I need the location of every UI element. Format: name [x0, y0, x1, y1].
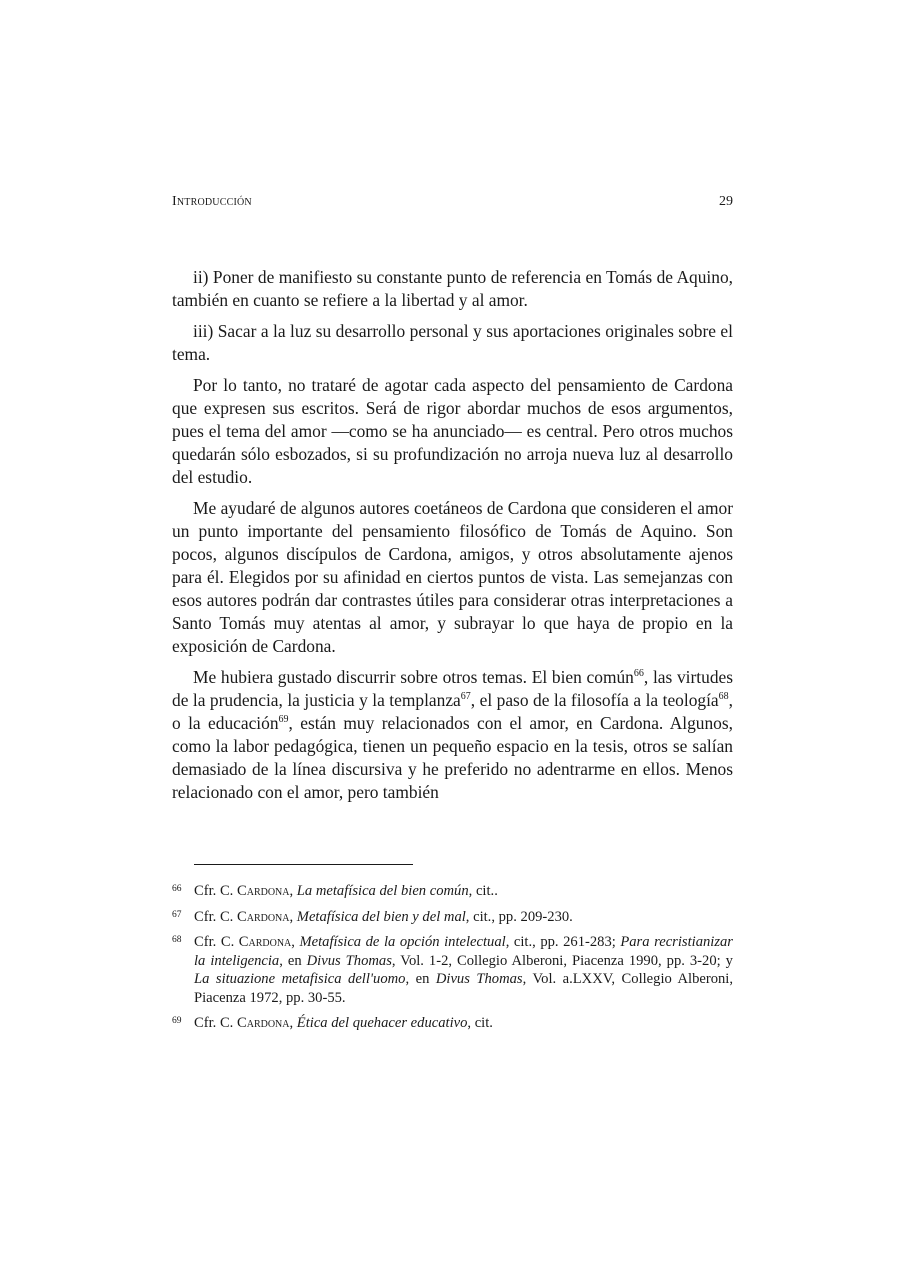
- running-head: [172, 194, 733, 212]
- footnote-author: Cardona: [238, 934, 292, 950]
- paragraph-text: , o la educación: [172, 690, 733, 733]
- footnote-rest: , en: [279, 952, 307, 969]
- paragraph: iii) Sacar a la luz su desarrollo personal y sus aportaciones originales sobre el tema.: [172, 321, 733, 364]
- footnote-author: Cardona: [236, 1015, 290, 1031]
- footnote-number: 66: [172, 884, 182, 894]
- page-number: 29: [719, 194, 733, 209]
- paragraph: ii) Poner de manifiesto su constante punto de referencia en Tomás de Aquino, también en cuanto se refiere a la libertad y al amor.: [172, 267, 733, 310]
- footnote-rest: , Vol. a.LXXV, Collegio Alberoni, Piacenza 1972, pp. 30-55.: [194, 971, 734, 1006]
- footnote-prefix: Cfr. C.: [194, 1015, 237, 1031]
- footnote-68: [172, 933, 733, 1007]
- footnote-rest: , en: [405, 971, 436, 987]
- paragraph-text: , las virtudes de la prudencia, la justicia y la templanza: [172, 667, 733, 710]
- footnote-title: Metafísica de la opción intelectual: [299, 934, 506, 950]
- footnote-sep: ,: [291, 934, 300, 950]
- footnote-text: [194, 933, 733, 1007]
- footnote-separator: [194, 864, 413, 865]
- footnote-journal: Divus Thomas: [435, 971, 523, 987]
- footnote-prefix: Cfr. C.: [194, 934, 239, 950]
- footnote-number: 69: [172, 1016, 182, 1026]
- footnote-ref[interactable]: 66: [633, 668, 644, 679]
- paragraph-text: Me hubiera gustado discurrir sobre otros temas. El bien común: [193, 667, 634, 687]
- paragraph-text: , están muy relacionados con el amor, en Cardona. Algunos, como la labor pedagógica, tienen un pequeño espacio en la tesis, otros se salían demasiado de la línea discursiva y he preferido no adentrarme en ellos. Menos relacionado con el amor, pero también: [172, 713, 733, 802]
- footnote-journal: Divus Thomas: [306, 952, 392, 969]
- footnote-69: [172, 1014, 733, 1033]
- footnote-prefix: Cfr. C.: [194, 883, 237, 899]
- footnote-rest: , cit..: [468, 883, 498, 899]
- footnote-author: Cardona: [236, 883, 290, 899]
- footnote-ref[interactable]: 67: [460, 691, 471, 702]
- footnote-title: La metafísica del bien común: [296, 883, 469, 899]
- footnote-number: 68: [172, 935, 182, 945]
- footnote-sep: ,: [289, 1015, 297, 1031]
- footnote-rest: , cit., pp. 209-230.: [465, 908, 573, 925]
- footnote-title: Para recristianizar la inteligencia: [194, 934, 733, 969]
- footnotes: [172, 882, 733, 1040]
- body-text: [172, 266, 733, 812]
- footnote-rest: , cit.: [467, 1015, 493, 1031]
- paragraph: [172, 666, 733, 804]
- footnote-title: Metafísica del bien y del mal: [296, 908, 466, 925]
- footnote-author: Cardona: [236, 908, 290, 925]
- paragraph-text: , el paso de la filosofía a la teología: [470, 690, 719, 710]
- footnote-title: La situazione metafisica dell'uomo: [194, 971, 406, 987]
- footnote-sep: ,: [289, 883, 297, 899]
- paragraph: Me ayudaré de algunos autores coetáneos de Cardona que consideren el amor un punto importante del pensamiento filosófico de Tomás de Aquino. Son pocos, algunos discípulos de Cardona, amigos, y otros absolutamente ajenos para él. Elegidos por su afinidad en ciertos puntos de vista. Las semejanzas con esos autores podrán dar contrastes útiles para considerar otras interpretaciones a Santo Tomás muy atentas al amor, y subrayar lo que haya de propio en la exposición de Cardona.: [172, 498, 733, 656]
- footnote-rest: , cit., pp. 261-283;: [505, 934, 621, 950]
- footnote-sep: ,: [289, 908, 297, 925]
- footnote-title: Ética del quehacer educativo: [296, 1015, 468, 1031]
- footnote-prefix: Cfr. C.: [194, 908, 237, 925]
- footnote-text: [194, 882, 733, 901]
- footnote-text: [194, 908, 733, 927]
- footnote-number: 67: [172, 909, 182, 920]
- running-head-title: Introducción: [172, 194, 252, 209]
- footnote-66: [172, 882, 733, 901]
- footnote-67: [172, 908, 733, 927]
- paragraph: Por lo tanto, no trataré de agotar cada aspecto del pensamiento de Cardona que expresen sus escritos. Será de rigor abordar muchos de esos argumentos, pues el tema del amor —como se ha anunciado— es central. Pero otros muchos quedarán sólo esbozados, si su profundización no arroja nueva luz al desarrollo del estudio.: [172, 375, 733, 487]
- footnote-rest: , Vol. 1-2, Collegio Alberoni, Piacenza 1990, pp. 3-20; y: [391, 952, 733, 969]
- footnote-ref[interactable]: 68: [718, 691, 729, 702]
- footnote-ref[interactable]: 69: [278, 714, 289, 725]
- footnote-text: [194, 1014, 733, 1033]
